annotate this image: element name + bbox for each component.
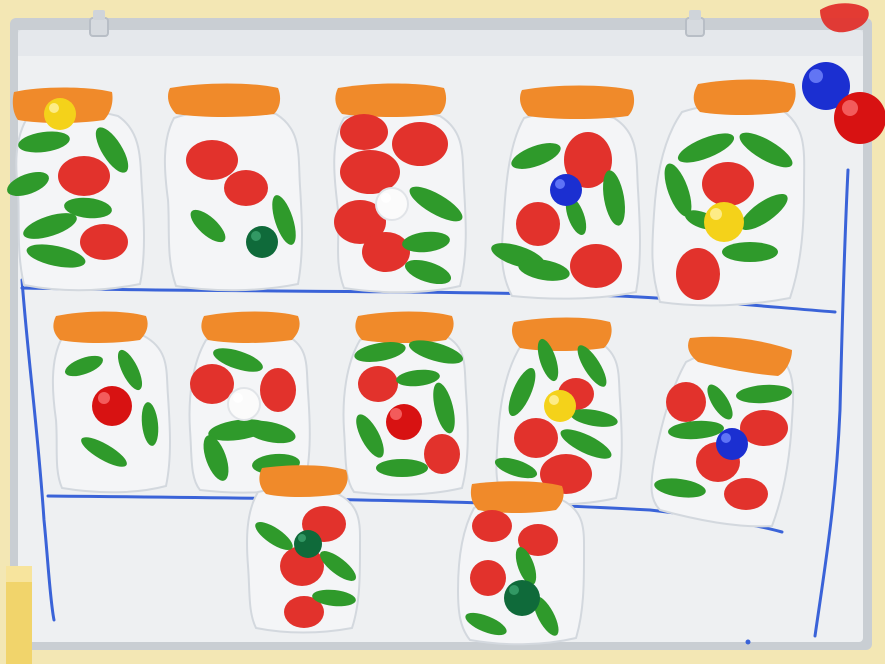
magnet-icon	[504, 580, 540, 616]
tomato-icon	[724, 478, 768, 510]
jar-12	[458, 481, 584, 644]
magnet-icon	[44, 98, 76, 130]
magnet-icon	[228, 388, 260, 420]
tomato-icon	[516, 202, 560, 246]
bottom-left-yellow-block	[6, 566, 32, 664]
magnet-icon	[550, 174, 582, 206]
tomato-icon	[190, 364, 234, 404]
magnet-icon	[92, 386, 132, 426]
tomato-icon	[514, 418, 558, 458]
tomato-icon	[358, 366, 398, 402]
magnet-icon	[704, 202, 744, 242]
jar-8	[344, 312, 468, 495]
jar-4-lid	[520, 86, 634, 120]
tomato-icon	[362, 232, 410, 272]
jar-7-lid	[201, 312, 299, 344]
tomato-icon	[224, 170, 268, 206]
magnet-icon	[544, 390, 576, 422]
tomato-icon	[676, 248, 720, 300]
magnet-icon	[386, 404, 422, 440]
cucumber-icon	[376, 459, 428, 477]
jar-3-lid	[335, 84, 446, 118]
magnet-icon	[376, 188, 408, 220]
tomato-icon	[392, 122, 448, 166]
tomato-icon	[472, 510, 512, 542]
tomato-icon	[58, 156, 110, 196]
cucumber-icon	[722, 242, 778, 262]
tomato-icon	[570, 244, 622, 288]
marker-dot	[746, 640, 751, 645]
jar-9-lid	[512, 318, 612, 352]
tomato-icon	[666, 382, 706, 422]
jar-5-lid	[694, 80, 796, 116]
tomato-icon	[470, 560, 506, 596]
magnet-icon	[294, 530, 322, 558]
jar-2-lid	[168, 84, 280, 118]
tomato-icon	[186, 140, 238, 180]
magnet-icon	[716, 428, 748, 460]
tomato-icon	[424, 434, 460, 474]
magnet-icon	[834, 92, 885, 144]
jar-12-lid	[471, 481, 564, 513]
tomato-icon	[340, 114, 388, 150]
tomato-icon	[702, 162, 754, 206]
jar-6-lid	[53, 312, 147, 344]
magnet-icon	[246, 226, 278, 258]
jar-11-lid	[259, 465, 347, 497]
jar-8-lid	[355, 312, 453, 344]
whiteboard-top-shadow	[18, 30, 863, 56]
tomato-icon	[80, 224, 128, 260]
tomato-icon	[260, 368, 296, 412]
